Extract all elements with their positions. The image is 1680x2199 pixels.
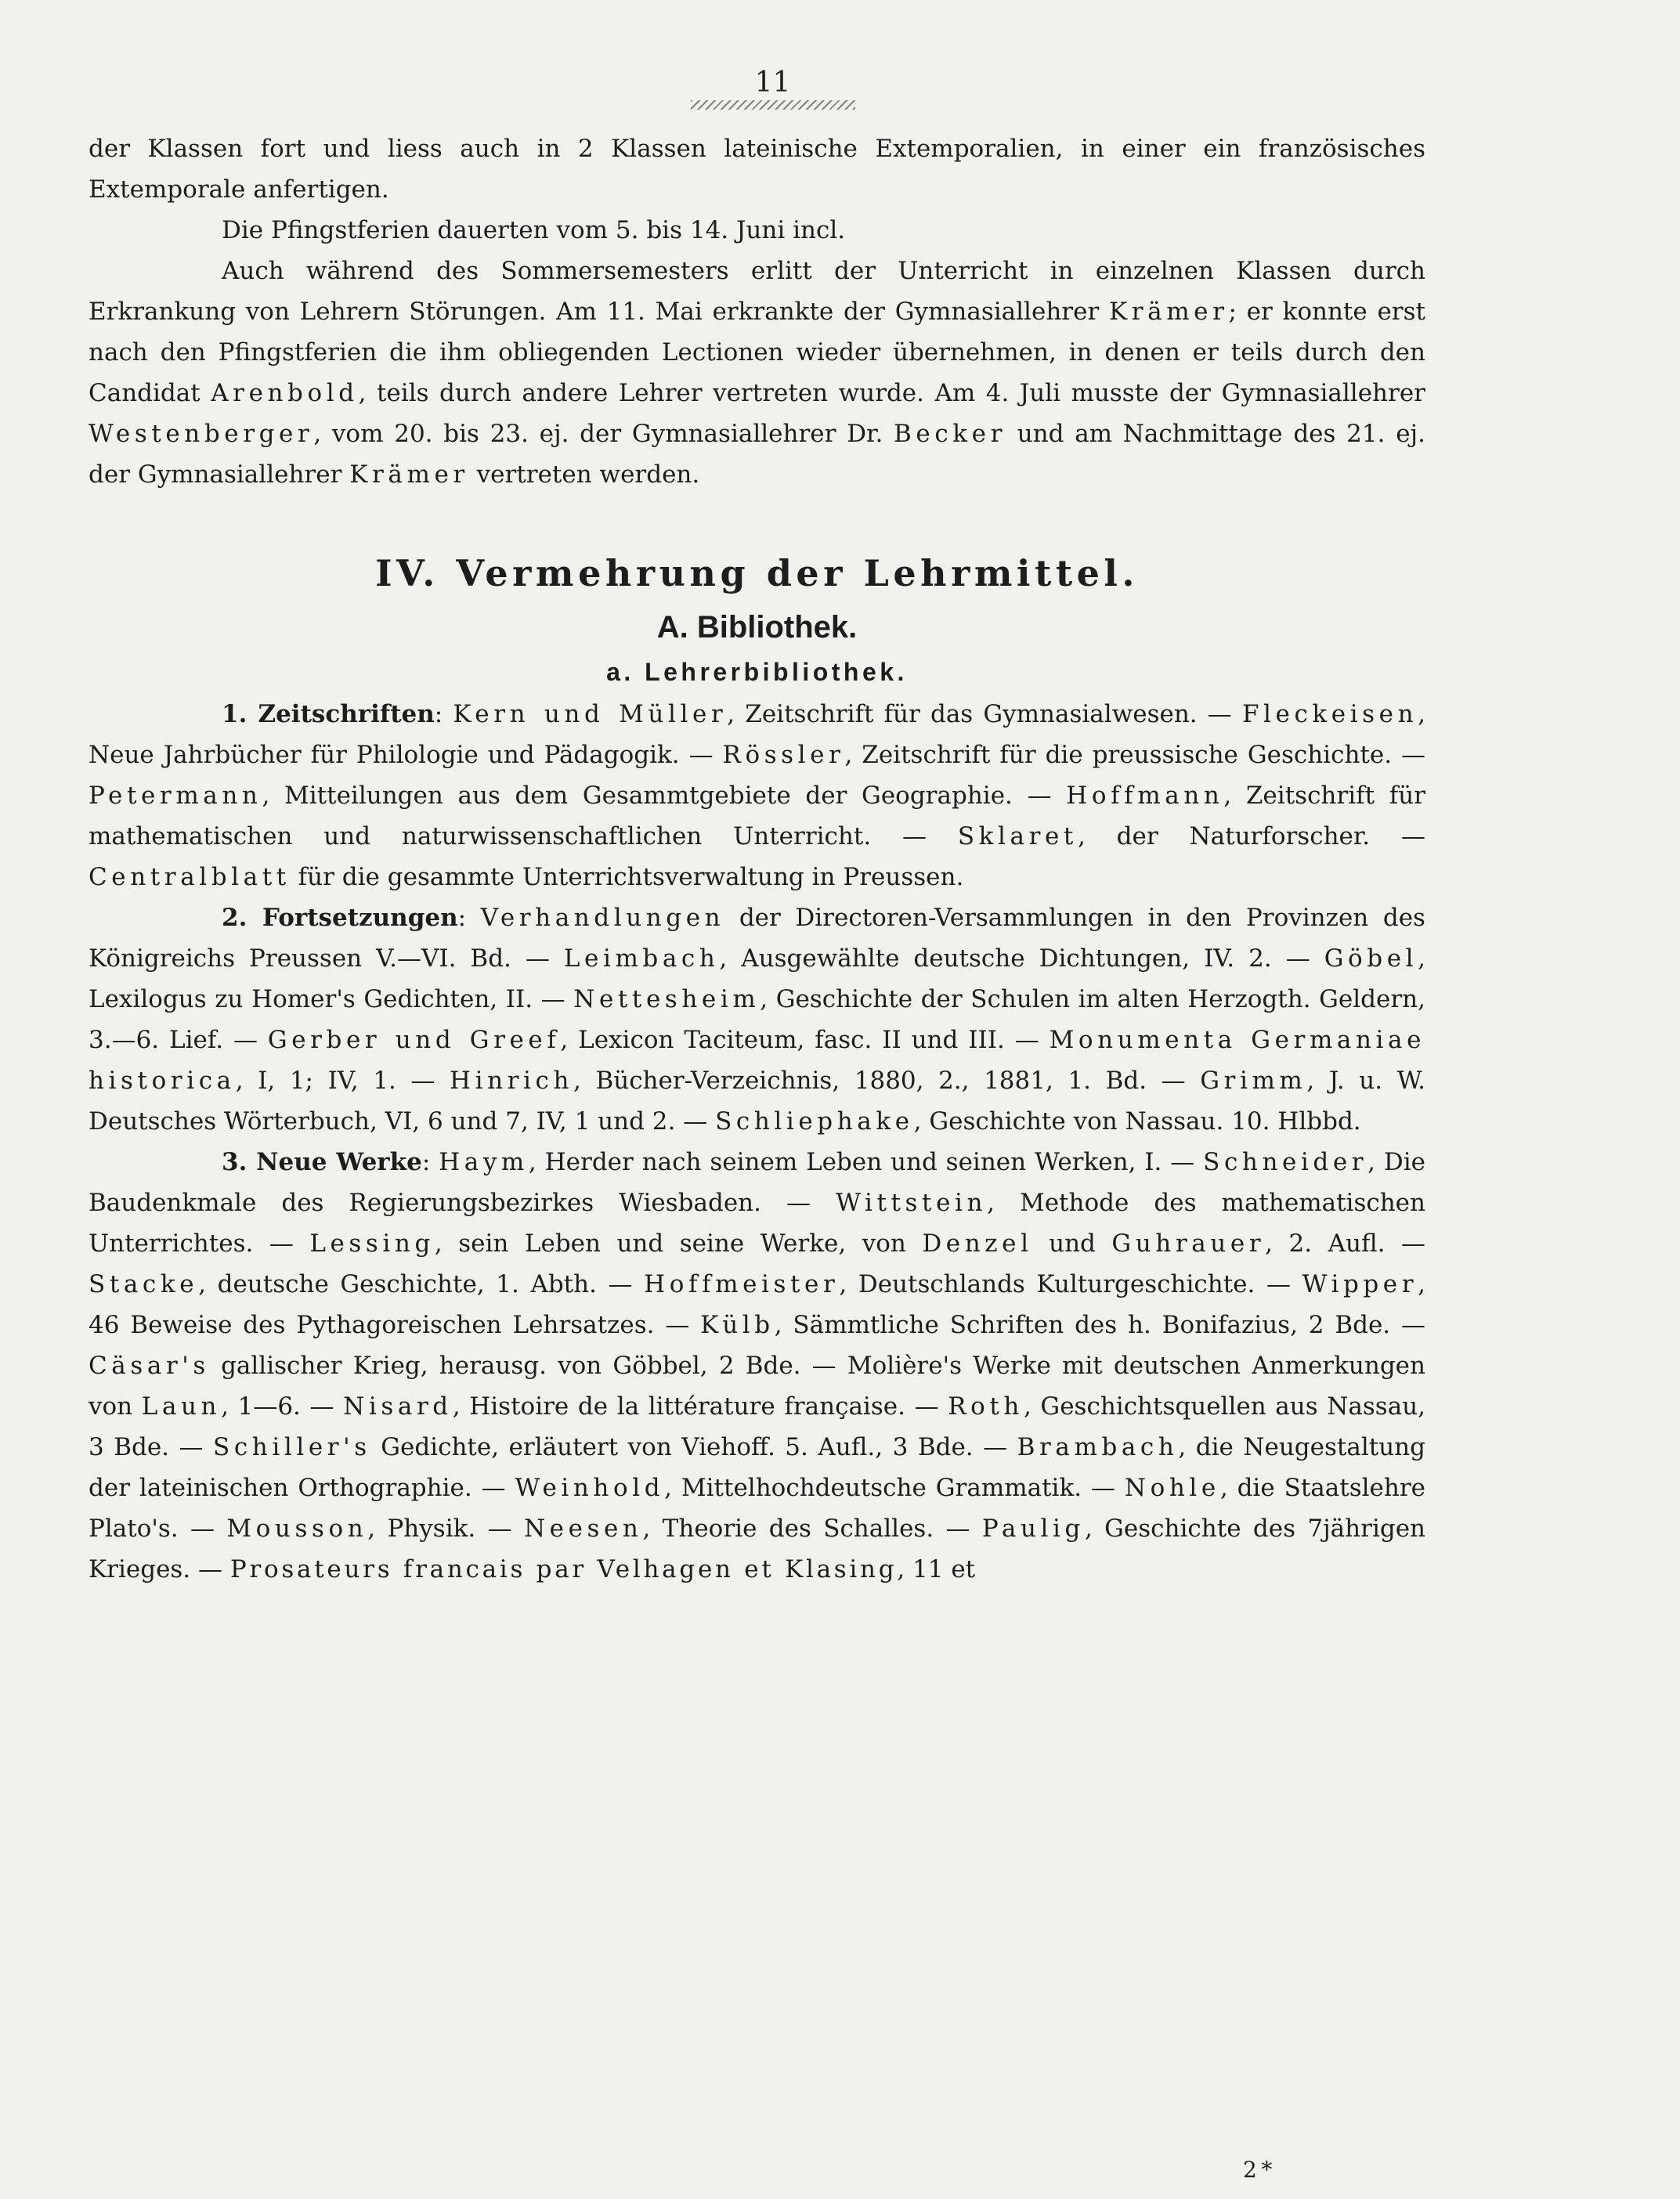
neue-werke-label: 3. Neue Werke [222, 1148, 422, 1176]
intro-paragraph-2: Die Pfingstferien dauerten vom 5. bis 14. Juni incl. [222, 216, 846, 244]
fortsetzungen-label: 2. Fortsetzungen [222, 904, 458, 932]
header-ornament [691, 100, 855, 110]
fortsetzungen-paragraph: 2. Fortsetzungen: Verhandlungen der Directoren-Versammlungen in den Provinzen des Königreichs Preussen V.—VI. Bd. — Leimbach, Ausgewählte deutsche Dichtungen, IV. 2. — Göbel, Lexilogus zu Homer's Gedichten, II. — Nettesheim, Geschichte der Schulen im alten Herzogth. Geldern, 3.—6. Lief. — Gerber und Greef, Lexicon Taciteum, fasc. II und III. — Monumenta Germaniae historica, I, 1; IV, 1. — Hinrich, Bücher-Verzeichnis, 1880, 2., 1881, 1. Bd. — Grimm, J. u. W. Deutsches Wörterbuch, VI, 6 und 7, IV, 1 und 2. — Schliephake, Geschichte von Nassau. 10. Hlbbd. [89, 904, 1426, 1136]
subsubsection-heading: a. Lehrerbibliothek. [606, 658, 908, 686]
intro-paragraph-1: der Klassen fort und liess auch in 2 Klassen lateinische Extemporalien, in einer ein französisches Extemporale anfertigen. [89, 135, 1425, 204]
subsection-heading: A. Bibliothek. [656, 610, 858, 645]
signature-mark: 2* [1243, 2157, 1277, 2183]
section-heading: IV. Vermehrung der Lehrmittel. [375, 552, 1139, 594]
intro-text [89, 128, 1425, 495]
zeitschriften-paragraph: 1. Zeitschriften: Kern und Müller, Zeitschrift für das Gymnasialwesen. — Fleckeisen, Neue Jahrbücher für Philologie und Pädagogik. — Rössler, Zeitschrift für die preussische Geschichte. — Petermann, Mitteilungen aus dem Gesammtgebiete der Geographie. — Hoffmann, Zeitschrift für mathematischen und naturwissenschaftlichen Unterricht. — Sklaret, der Naturforscher. — Centralblatt für die gesammte Unterrichtsverwaltung in Preussen. [89, 700, 1426, 891]
library-lists [89, 694, 1425, 1590]
zeitschriften-label: 1. Zeitschriften [222, 700, 435, 728]
page-body [89, 67, 1425, 1590]
page-number: 11 [754, 67, 791, 99]
intro-paragraph-3: Auch während des Sommersemesters erlitt der Unterricht in einzelnen Klassen durch Erkrankung von Lehrern Störungen. Am 11. Mai erkrankte der Gymnasiallehrer Krämer; er konnte erst nach den Pfingstferien die ihm obliegenden Lectionen wieder übernehmen, in denen er teils durch den Candidat Arenbold, teils durch andere Lehrer vertreten wurde. Am 4. Juli musste der Gymnasiallehrer Westenberger, vom 20. bis 23. ej. der Gymnasiallehrer Dr. Becker und am Nachmittage des 21. ej. der Gymnasiallehrer Krämer vertreten werden. [89, 257, 1425, 489]
neue-werke-paragraph: 3. Neue Werke: Haym, Herder nach seinem Leben und seinen Werken, I. — Schneider, Die Baudenkmale des Regierungsbezirkes Wiesbaden. — Wittstein, Methode des mathematischen Unterrichtes. — Lessing, sein Leben und seine Werke, von Denzel und Guhrauer, 2. Aufl. — Stacke, deutsche Geschichte, 1. Abth. — Hoffmeister, Deutschlands Kulturgeschichte. — Wipper, 46 Beweise des Pythagoreischen Lehrsatzes. — Külb, Sämmtliche Schriften des h. Bonifazius, 2 Bde. — Cäsar's gallischer Krieg, herausg. von Göbbel, 2 Bde. — Molière's Werke mit deutschen Anmerkungen von Laun, 1—6. — Nisard, Histoire de la littérature française. — Roth, Geschichtsquellen aus Nassau, 3 Bde. — Schiller's Gedichte, erläutert von Viehoff. 5. Aufl., 3 Bde. — Brambach, die Neugestaltung der lateinischen Orthographie. — Weinhold, Mittelhochdeutsche Grammatik. — Nohle, die Staatslehre Plato's. — Mousson, Physik. — Neesen, Theorie des Schalles. — Paulig, Geschichte des 7jährigen Krieges. — Prosateurs francais par Velhagen et Klasing, 11 et [89, 1148, 1426, 1583]
